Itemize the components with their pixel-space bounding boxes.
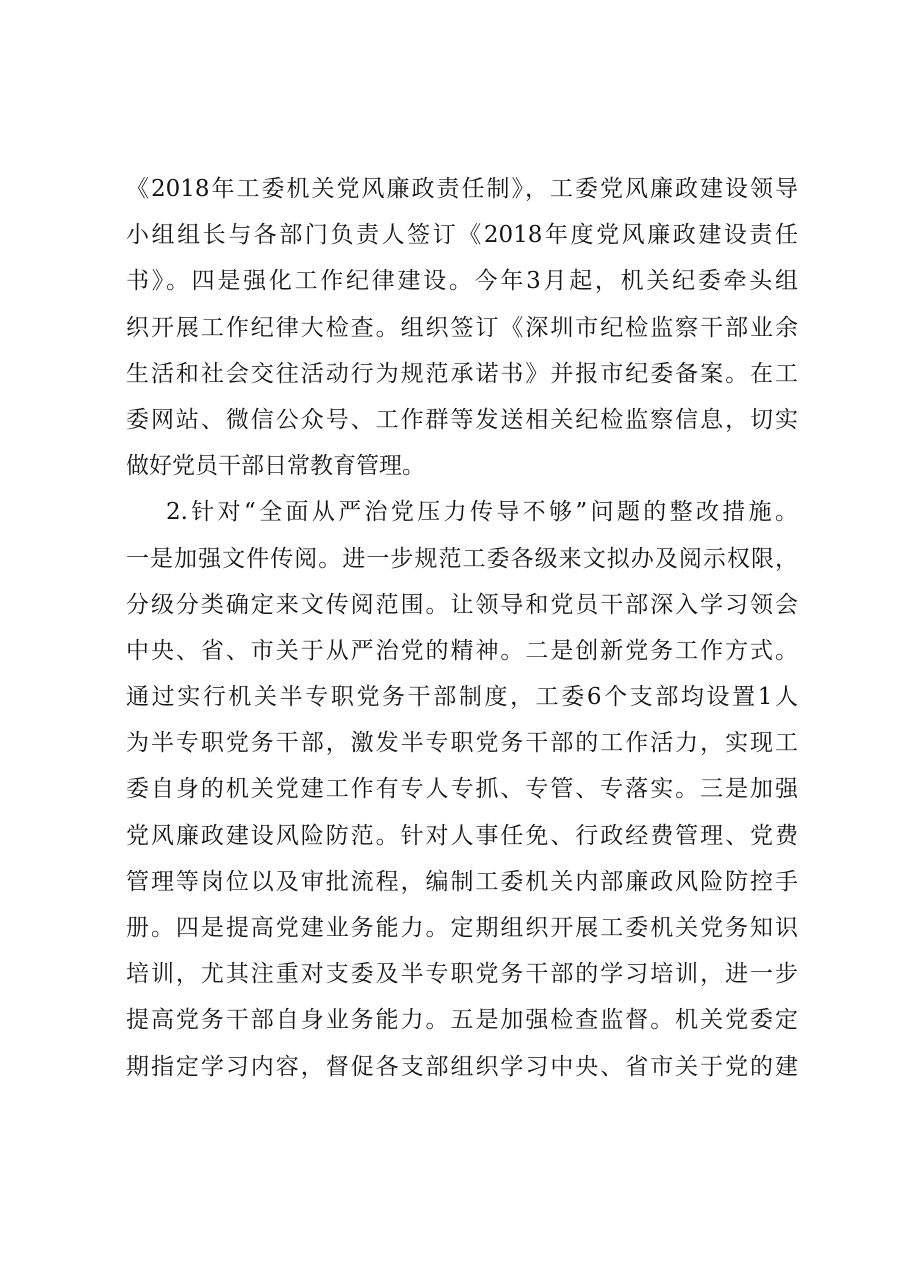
body-text [126, 166, 798, 1090]
text-line-17: 册。四是提高党建业务能力。定期组织开展工委机关党务知识 [126, 915, 798, 941]
text-line-5: 生活和社会交往活动行为规范承诺书》并报市纪委备案。在工 [126, 360, 798, 387]
text-line-10: 分级分类确定来文传阅范围。让领导和党员干部深入学习领会 [126, 591, 798, 618]
text-line-9: 一是加强文件传阅。进一步规范工委各级来文拟办及阅示权限， [126, 545, 798, 572]
text-line-11: 中央、省、市关于从严治党的精神。二是创新党务工作方式。 [126, 637, 798, 664]
text-line-15: 党风廉政建设风险防范。针对人事任免、行政经费管理、党费 [126, 822, 798, 849]
text-line-6: 委网站、微信公众号、工作群等发送相关纪检监察信息，切实 [126, 406, 798, 433]
text-line-3: 书》。四是强化工作纪律建设。今年3月起，机关纪委牵头组 [126, 268, 798, 295]
text-line-13: 为半专职党务干部，激发半专职党务干部的工作活力，实现工 [126, 730, 798, 757]
text-line-12: 通过实行机关半专职党务干部制度，工委6个支部均设置1人 [126, 684, 798, 711]
text-line-14: 委自身的机关党建工作有专人专抓、专管、专落实。三是加强 [126, 776, 798, 803]
text-line-18: 培训，尤其注重对支委及半专职党务干部的学习培训，进一步 [126, 961, 798, 988]
text-line-16: 管理等岗位以及审批流程，编制工委机关内部廉政风险防控手 [126, 868, 798, 895]
text-line-20: 期指定学习内容，督促各支部组织学习中央、省市关于党的建 [126, 1053, 798, 1080]
text-line-7: 做好党员干部日常教育管理。 [126, 453, 425, 480]
text-line-1: 《2018年工委机关党风廉政责任制》，工委党风廉政建设领导 [126, 176, 798, 202]
section-heading-2: 2.针对“全面从严治党压力传导不够”问题的整改措施。 [166, 499, 798, 526]
text-line-2: 小组组长与各部门负责人签订《2018年度党风廉政建设责任 [126, 222, 798, 249]
text-line-4: 织开展工作纪律大检查。组织签订《深圳市纪检监察干部业余 [126, 314, 798, 341]
text-line-19: 提高党务干部自身业务能力。五是加强检查监督。机关党委定 [126, 1007, 798, 1034]
